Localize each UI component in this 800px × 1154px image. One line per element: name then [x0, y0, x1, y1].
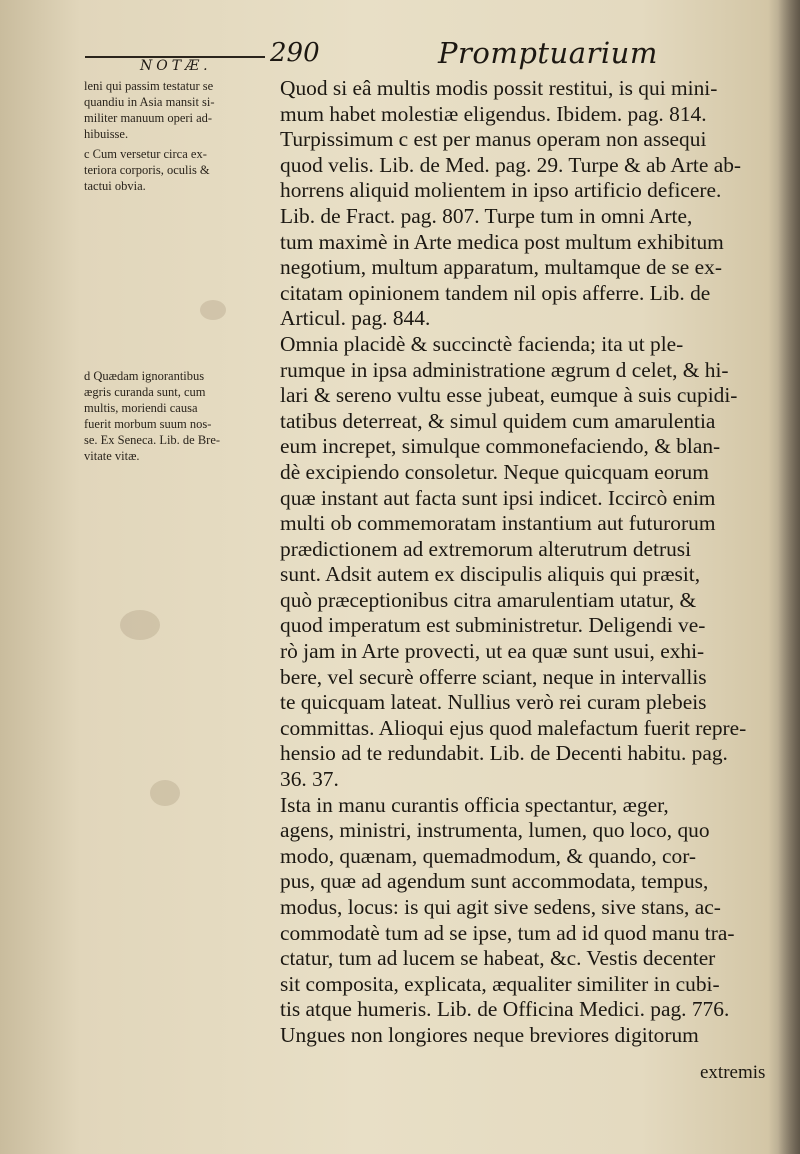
- note-line: hibuisse.: [84, 127, 129, 141]
- margin-note: [84, 146, 274, 194]
- page-number: 290: [270, 38, 320, 68]
- text-line: Quod si eâ multis modis possit restitui, is qui mini-: [280, 76, 718, 100]
- note-line: teriora corporis, oculis &: [84, 163, 210, 177]
- note-line: fuerit morbum suum nos-: [84, 417, 212, 431]
- text-line: Omnia placidè & succinctè facienda; ita ut ple-: [280, 331, 684, 356]
- text-line: agens, ministri, instrumenta, lumen, quo loco, quo: [280, 818, 710, 843]
- running-head: Promptuarium: [438, 36, 658, 70]
- note-line: ægris curanda sunt, cum: [84, 385, 206, 399]
- text-line: sunt. Adsit autem ex discipulis aliquis qui præsit,: [280, 562, 701, 587]
- text-line: tis atque humeris. Lib. de Officina Medici. pag. 776.: [280, 997, 730, 1022]
- text-line: multi ob commemoratam instantium aut futurorum: [280, 511, 716, 536]
- page-gutter-shadow: [778, 0, 800, 1154]
- text-line: committas. Alioqui ejus quod malefactum fuerit repre-: [280, 715, 747, 740]
- text-line: te quicquam lateat. Nullius verò rei curam plebeis: [280, 690, 707, 715]
- note-line: c Cum versetur circa ex-: [84, 147, 207, 161]
- text-line: quod velis. Lib. de Med. pag. 29. Turpe & ab Arte ab-: [280, 152, 742, 177]
- text-line: 36. 37.: [280, 767, 339, 792]
- margin-note: [84, 78, 274, 142]
- text-line: mum habet molestiæ eligendus. Ibidem. pag. 814.: [280, 101, 707, 126]
- text-line: horrens aliquid molientem in ipso artificio deficere.: [280, 178, 722, 203]
- text-line: bere, vel securè offerre sciant, neque in intervallis: [280, 664, 707, 689]
- notes-label: NOTÆ.: [140, 58, 212, 74]
- text-line: eum increpet, simulque commonefaciendo, & blan-: [280, 434, 721, 459]
- note-line: d Quædam ignorantibus: [84, 369, 205, 383]
- text-line: dè excipiendo consoletur. Neque quicquam eorum: [280, 459, 709, 484]
- note-line: se. Ex Seneca. Lib. de Bre-: [84, 433, 221, 447]
- paper-stain: [200, 300, 226, 320]
- text-line: rò jam in Arte provecti, ut ea quæ sunt usui, exhi-: [280, 639, 705, 664]
- text-line: prædictionem ad extremorum alterutrum detrusi: [280, 536, 692, 561]
- text-line: pus, quæ ad agendum sunt accommodata, tempus,: [280, 869, 709, 894]
- text-line: Articul. pag. 844.: [280, 306, 431, 331]
- text-line: negotium, multum apparatum, multamque de se ex-: [280, 255, 722, 280]
- note-line: tactui obvia.: [84, 179, 146, 193]
- text-line: modus, locus: is qui agit sive sedens, sive stans, ac-: [280, 895, 721, 919]
- text-line: quod imperatum est subministretur. Deligendi ve-: [280, 613, 706, 638]
- text-line: ctatur, tum ad lucem se habeat, &c. Vestis decenter: [280, 946, 716, 971]
- text-line: tum maximè in Arte medica post multum exhibitum: [280, 229, 724, 254]
- text-line: citatam opinionem tandem nil opis afferre. Lib. de: [280, 280, 711, 305]
- text-line: hensio ad te redundabit. Lib. de Decenti habitu. pag.: [280, 741, 728, 766]
- main-text: [280, 76, 800, 1049]
- margin-note: [84, 368, 274, 464]
- note-line: militer manuum operi ad-: [84, 111, 213, 125]
- text-line: Lib. de Fract. pag. 807. Turpe tum in omni Arte,: [280, 203, 693, 228]
- text-line: rumque in ipsa administratione ægrum d celet, & hi-: [280, 357, 729, 382]
- note-line: vitate vitæ.: [84, 449, 140, 463]
- text-line: lari & sereno vultu esse jubeat, eumque à suis cupidi-: [280, 383, 738, 408]
- text-line: tatibus deterreat, & simul quidem cum amarulentia: [280, 408, 716, 433]
- text-line: Ista in manu curantis officia spectantur, æger,: [280, 792, 669, 817]
- note-line: quandiu in Asia mansit si-: [84, 95, 215, 109]
- text-line: quæ instant aut facta sunt ipsi indicet. Iccircò enim: [280, 485, 716, 510]
- text-line: commodatè tum ad se ipse, tum ad id quod manu tra-: [280, 920, 735, 945]
- text-line: modo, quænam, quemadmodum, & quando, cor-: [280, 843, 697, 868]
- note-line: multis, moriendi causa: [84, 401, 198, 415]
- paper-stain: [150, 780, 180, 806]
- paper-stain: [120, 610, 160, 640]
- text-line: sit composita, explicata, æqualiter similiter in cubi-: [280, 971, 720, 996]
- text-line: Ungues non longiores neque breviores digitorum: [280, 1022, 699, 1047]
- catchword: extremis: [700, 1062, 766, 1083]
- note-line: leni qui passim testatur se: [84, 79, 214, 93]
- text-line: Turpissimum c est per manus operam non assequi: [280, 127, 707, 152]
- text-line: quò præceptionibus citra amarulentiam utatur, &: [280, 587, 697, 612]
